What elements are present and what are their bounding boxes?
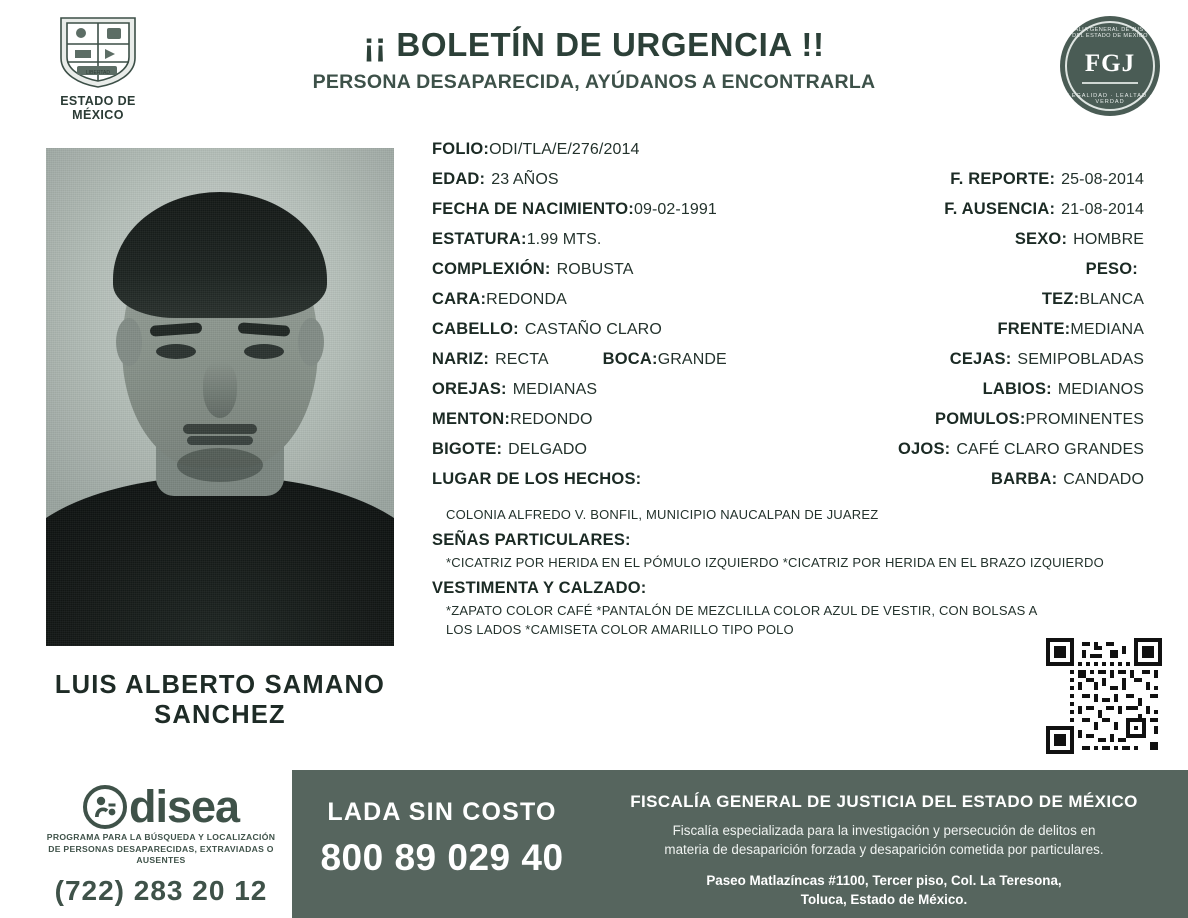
institution-description-line1: Fiscalía especializada para la investigación y persecución de delitos en [672, 823, 1096, 838]
field-labios-value: MEDIANOS [1057, 381, 1144, 398]
footer-contact-bar [292, 770, 1188, 918]
field-frente-label: FRENTE: [997, 320, 1071, 338]
emblem-caption: ESTADO DE MÉXICO [60, 94, 136, 122]
qr-code-icon [1046, 638, 1162, 754]
field-sexo [804, 230, 1144, 249]
coat-of-arms-icon [55, 14, 141, 90]
field-orejas [432, 380, 804, 399]
field-cara-value: REDONDA [486, 291, 567, 308]
field-peso-label: PESO: [1085, 260, 1138, 278]
field-frente [804, 320, 1144, 339]
person-name-line2: SANCHEZ [154, 701, 286, 730]
lada-title: LADA SIN COSTO [327, 798, 557, 826]
field-estatura [432, 230, 804, 249]
field-menton-value: REDONDO [510, 411, 593, 428]
institution-address-line1: Paseo Matlazíncas #1100, Tercer piso, Col. La Teresona, [706, 872, 1062, 888]
field-peso [804, 260, 1144, 279]
field-pomulos-label: POMULOS: [935, 410, 1026, 428]
field-boca [603, 350, 727, 369]
field-labios-label: LABIOS: [982, 380, 1052, 398]
person-photo [46, 148, 394, 646]
page-title: ¡¡ BOLETÍN DE URGENCIA !! [363, 26, 825, 63]
person-name [46, 670, 394, 730]
field-cabello-label: CABELLO: [432, 320, 519, 338]
institution-address-line2: Toluca, Estado de México. [800, 891, 968, 907]
field-f-ausencia-value: 21-08-2014 [1061, 201, 1144, 218]
block-senas-particulares [432, 531, 1144, 573]
field-menton-label: MENTON: [432, 410, 511, 428]
field-menton [432, 410, 804, 429]
detail-row-edad [432, 170, 1144, 200]
field-f-reporte [804, 170, 1144, 189]
field-edad-value: 23 AÑOS [491, 171, 559, 188]
field-cara-label: CARA: [432, 290, 487, 308]
field-f-reporte-label: F. REPORTE: [950, 170, 1056, 188]
page-subtitle: PERSONA DESAPARECIDA, AYÚDANOS A ENCONTRARLA [312, 71, 876, 93]
odisea-subtitle [30, 832, 292, 867]
odisea-block [30, 781, 292, 907]
institution-address [598, 872, 1170, 910]
person-details [432, 140, 1144, 639]
field-fecha-nacimiento-value: 09-02-1991 [634, 201, 717, 218]
field-lugar-hechos-label-wrap [432, 470, 804, 489]
qr-code[interactable] [1046, 638, 1162, 754]
institution-block [592, 770, 1188, 918]
field-lugar-hechos-label: LUGAR DE LOS HECHOS: [432, 470, 642, 488]
seal-bottom-text: LEGALIDAD · LEALTAD · VERDAD [1067, 93, 1153, 105]
field-fecha-nacimiento-label: FECHA DE NACIMIENTO: [432, 200, 634, 218]
institution-description [598, 821, 1170, 860]
field-edad [432, 170, 804, 189]
field-cejas [804, 350, 1144, 369]
field-vestimenta-label: VESTIMENTA Y CALZADO: [432, 578, 647, 597]
odisea-phone[interactable]: (722) 283 20 12 [54, 874, 268, 906]
lada-block [292, 770, 592, 918]
detail-row-bigote [432, 440, 1144, 470]
field-complexion-value: ROBUSTA [556, 261, 634, 278]
field-labios [804, 380, 1144, 399]
field-ojos [804, 440, 1144, 459]
detail-row-estatura [432, 230, 1144, 260]
institution-title: FISCALÍA GENERAL DE JUSTICIA DEL ESTADO DE MÉXICO [630, 792, 1138, 811]
field-vestimenta-line1: *ZAPATO COLOR CAFÉ *PANTALÓN DE MEZCLILLA COLOR AZUL DE VESTIR, CON BOLSAS A [446, 602, 1038, 618]
detail-row-menton [432, 410, 1144, 440]
field-ojos-label: OJOS: [898, 440, 951, 458]
field-ojos-value: CAFÉ CLARO GRANDES [956, 441, 1144, 458]
field-cabello-value: CASTAÑO CLARO [524, 321, 662, 338]
field-f-ausencia [804, 200, 1144, 219]
fgj-seal [1060, 16, 1160, 116]
field-complexion [432, 260, 804, 279]
field-bigote-label: BIGOTE: [432, 440, 503, 458]
person-photo-block [46, 148, 394, 730]
detail-row-nariz-boca [432, 350, 1144, 380]
field-fecha-nacimiento [432, 200, 804, 219]
detail-row-folio [432, 140, 1144, 170]
field-f-reporte-value: 25-08-2014 [1061, 171, 1144, 188]
detail-row-cara [432, 290, 1144, 320]
field-cejas-label: CEJAS: [949, 350, 1012, 368]
field-cabello [432, 320, 804, 339]
svg-text:LIBERTAD: LIBERTAD [86, 70, 110, 76]
field-edad-label: EDAD: [432, 170, 486, 188]
field-senas-label: SEÑAS PARTICULARES: [432, 530, 631, 549]
odisea-wordmark: disea [128, 781, 240, 832]
field-senas-value: *CICATRIZ POR HERIDA EN EL PÓMULO IZQUIERDO *CICATRIZ POR HERIDA EN EL BRAZO IZQUIERDO [446, 554, 1104, 570]
seal-divider [1082, 82, 1138, 84]
field-pomulos [804, 410, 1144, 429]
field-frente-value: MEDIANA [1070, 321, 1144, 338]
person-name-line1: LUIS ALBERTO SAMANO [54, 671, 386, 699]
field-folio-label: FOLIO: [432, 140, 490, 158]
photo-grain-overlay [46, 148, 394, 646]
detail-row-orejas [432, 380, 1144, 410]
field-pomulos-value: PROMINENTES [1025, 411, 1144, 428]
field-tez-value: BLANCA [1079, 291, 1144, 308]
field-sexo-value: HOMBRE [1073, 231, 1144, 248]
field-folio [432, 140, 804, 159]
block-vestimenta [432, 579, 1144, 640]
field-boca-label: BOCA: [602, 350, 658, 368]
seal-top-text: FISCALIA GENERAL DE JUSTICIA DEL ESTADO DE MEXICO [1060, 27, 1160, 39]
fgj-seal-icon [1060, 16, 1160, 116]
field-barba-value: CANDADO [1063, 471, 1144, 488]
field-barba [804, 470, 1144, 489]
field-f-ausencia-label: F. AUSENCIA: [944, 200, 1056, 218]
detail-row-nacimiento [432, 200, 1144, 230]
page-footer [0, 770, 1188, 918]
detail-row-cabello [432, 320, 1144, 350]
field-tez-label: TEZ: [1041, 290, 1080, 308]
detail-row-complexion [432, 260, 1144, 290]
estado-de-mexico-emblem [34, 14, 162, 122]
field-barba-label: BARBA: [991, 470, 1058, 488]
odisea-logo [30, 781, 292, 832]
field-vestimenta-line2: LOS LADOS *CAMISETA COLOR AMARILLO TIPO POLO [446, 621, 794, 637]
odisea-subtitle-line1: PROGRAMA PARA LA BÚSQUEDA Y LOCALIZACIÓN [46, 832, 276, 842]
field-folio-value: ODI/TLA/E/276/2014 [489, 141, 640, 158]
field-vestimenta-value [446, 602, 1144, 640]
block-lugar-hechos [432, 506, 1144, 525]
odisea-subtitle-line3: AUSENTES [136, 855, 186, 866]
field-orejas-label: OREJAS: [432, 380, 507, 398]
field-nariz [432, 350, 549, 369]
lada-number[interactable]: 800 89 029 40 [320, 837, 564, 878]
field-tez [804, 290, 1144, 309]
seal-acronym: FGJ [1084, 50, 1136, 77]
institution-description-line2: materia de desaparición forzada y desaparición cometida por particulares. [664, 842, 1104, 858]
field-cejas-value: SEMIPOBLADAS [1017, 351, 1144, 368]
field-orejas-value: MEDIANAS [512, 381, 598, 398]
field-boca-value: GRANDE [657, 351, 727, 368]
field-estatura-label: ESTATURA: [432, 230, 527, 248]
field-nariz-value: RECTA [495, 351, 549, 368]
odisea-logo-icon [83, 785, 127, 829]
field-lugar-hechos-value: COLONIA ALFREDO V. BONFIL, MUNICIPIO NAUCALPAN DE JUAREZ [446, 507, 879, 522]
header-titles [180, 26, 1008, 94]
field-bigote-value: DELGADO [508, 441, 588, 458]
field-sexo-label: SEXO: [1014, 230, 1068, 248]
field-group-nariz-boca [432, 350, 804, 369]
detail-row-lugar-barba [432, 470, 1144, 500]
odisea-subtitle-line2: DE PERSONAS DESAPARECIDAS, EXTRAVIADAS O [48, 843, 274, 854]
field-estatura-value: 1.99 MTS. [526, 231, 602, 248]
field-complexion-label: COMPLEXIÓN: [432, 260, 551, 278]
field-bigote [432, 440, 804, 459]
page-header [0, 0, 1188, 128]
field-cara [432, 290, 804, 309]
field-nariz-label: NARIZ: [432, 350, 490, 368]
